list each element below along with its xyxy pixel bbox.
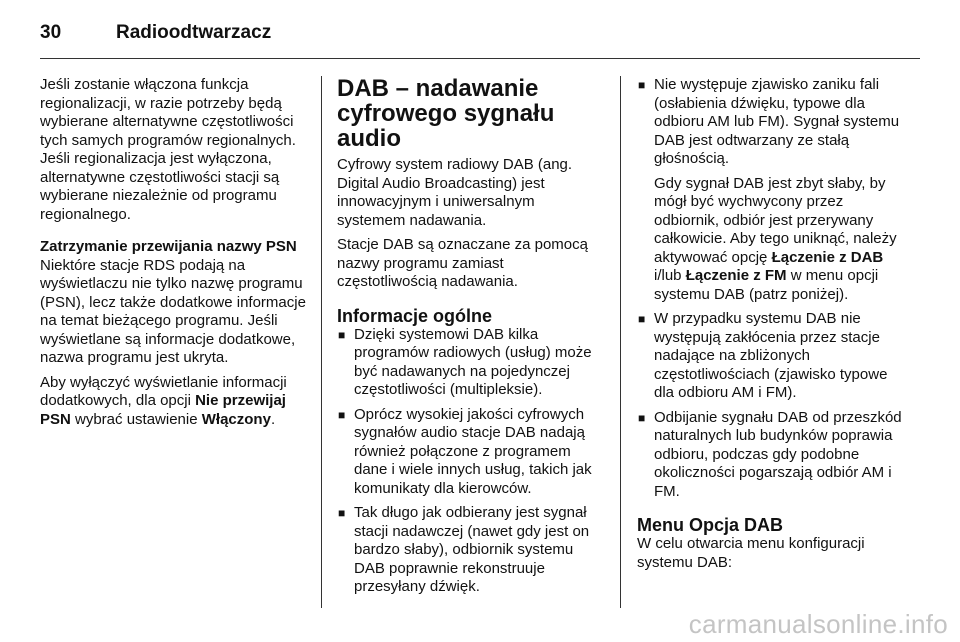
list-item <box>637 76 905 304</box>
dab-heading: DAB – nadawanie cyfrowego sygnału audio <box>337 75 555 152</box>
column-divider-2 <box>620 76 621 608</box>
column-middle <box>337 76 607 603</box>
column-right <box>637 76 905 578</box>
general-info-heading: Informacje ogólne <box>337 305 493 326</box>
text-run: wybrać ustawienie <box>70 410 202 428</box>
text-run: . <box>270 410 276 428</box>
list-item-text: Oprócz wysokiej jakości cyfrowych sygnałów audio stacje DAB nadają również połączone z programem dane i wiele innych usług, takich jak komunikaty dla kierowców. <box>354 405 592 497</box>
bullet-square-icon: ■ <box>338 506 346 520</box>
list-item <box>337 406 607 499</box>
text-run: w menu opcji systemu DAB (patrz poniżej). <box>654 267 879 303</box>
option-laczenie-z-dab: Łączenie z DAB <box>771 248 884 266</box>
text-run: i/lub <box>654 267 686 284</box>
list-item-text: Nie występuje zjawisko zaniku fali (osłabienia dźwięku, typowe dla odbioru AM lub FM). Sygnał systemu DAB jest odtwarzany ze stałą głośnością. <box>654 76 900 167</box>
psn-instructions <box>40 374 308 430</box>
list-item-text: Tak długo jak odbierany jest sygnał stacji nadawczej (nawet gdy jest on bardzo słaby), odbiornik systemu DAB poprawnie rekonstruuje przesyłany dźwięk. <box>354 504 590 595</box>
bullet-square-icon: ■ <box>338 327 346 342</box>
page-number: 30 <box>40 22 62 43</box>
list-item <box>337 504 607 597</box>
bullet-square-icon: ■ <box>638 410 646 425</box>
watermark: carmanualsonline.info <box>688 609 948 639</box>
list-item <box>637 409 905 502</box>
dab-stations-paragraph: Stacje DAB są oznaczane za pomocą nazwy programu zamiast częstotliwością nadawania. <box>337 236 588 290</box>
bullet-square-icon: ■ <box>338 407 346 422</box>
header-rule <box>40 58 920 59</box>
option-laczenie-z-fm: Łączenie z FM <box>685 267 787 284</box>
list-item-text: Dzięki systemowi DAB kilka programów radiowych (usług) może być nadawanych na pojedynczej częstotliwości (multipleksie). <box>354 325 592 398</box>
option-nie-przewijaj-psn: Nie przewijaj PSN <box>40 392 286 428</box>
bullet-square-icon: ■ <box>638 312 646 326</box>
text-run: Gdy sygnał DAB jest zbyt słaby, by mógł być wychwycony przez odbiornik, odbiór jest przerywany całkowicie. Aby tego uniknąć, należy aktywować opcję <box>654 174 897 266</box>
dab-menu-heading: Menu Opcja DAB <box>637 515 784 535</box>
column-divider-1 <box>321 76 322 608</box>
list-item <box>337 326 607 400</box>
dab-features-list <box>637 76 905 501</box>
list-item-text: W przypadku systemu DAB nie występują zakłócenia przez stacje nadające na zbliżonych częstotliwościach (zjawisko typowe dla odbioru AM i FM). <box>654 310 888 401</box>
psn-paragraph: Niektóre stacje RDS podają na wyświetlaczu nie tylko nazwę programu (PSN), lecz także dodatkowe informacje na temat bieżącego programu. Jeśli wyświetlane są informacje dodatkowe, nazwa programu jest ukryta. <box>40 256 306 366</box>
text-run: Aby wyłączyć wyświetlanie informacji dodatkowych, dla opcji <box>40 373 287 409</box>
bullet-square-icon: ■ <box>638 78 646 92</box>
general-info-list <box>337 326 607 597</box>
page-title: Radioodtwarzacz <box>116 22 272 43</box>
column-left <box>40 76 308 435</box>
list-item-text: Odbijanie sygnału DAB od przeszkód naturalnych lub budynków poprawia odbioru, podczas gdy podobne okoliczności pogarszają odbiór AM i FM. <box>654 408 902 500</box>
list-item <box>637 310 905 403</box>
dab-intro: Cyfrowy system radiowy DAB (ang. Digital Audio Broadcasting) jest innowacyjnym i uniwersalnym systemem nadawania. <box>337 156 573 229</box>
psn-subheading: Zatrzymanie przewijania nazwy PSN <box>40 238 297 255</box>
page-header <box>40 18 920 50</box>
list-item-text <box>654 175 905 305</box>
regionalization-paragraph: Jeśli zostanie włączona funkcja regionalizacji, w razie potrzeby będą wybierane alternatywne częstotliwości tych samych programów regionalnych. Jeśli regionalizacja jest wyłączona, alternatywne częstotliwości stacji są wybierane niezależnie od programu regionalnego. <box>40 76 296 223</box>
dab-menu-paragraph: W celu otwarcia menu konfiguracji systemu DAB: <box>637 535 865 571</box>
option-wlaczony: Włączony <box>201 410 271 428</box>
